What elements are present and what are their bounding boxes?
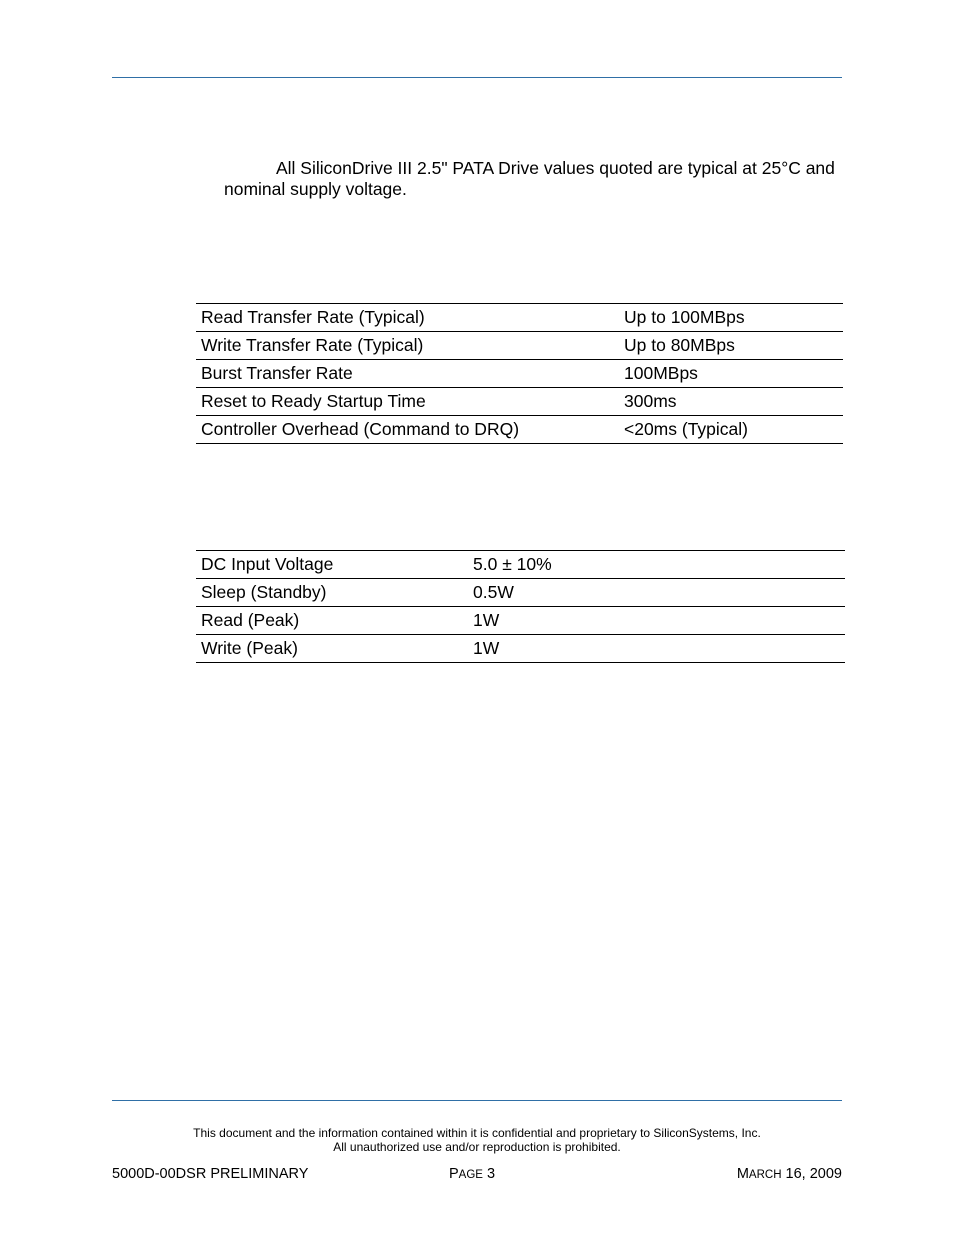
notice-line: All unauthorized use and/or reproduction is prohibited. — [333, 1139, 621, 1154]
notice-line: This document and the information contained within it is confidential and proprietary to SiliconSystems, Inc. — [193, 1126, 761, 1140]
power-table — [196, 550, 845, 663]
table-row — [196, 551, 845, 579]
table-row — [196, 416, 843, 444]
power-label: Write (Peak) — [196, 635, 468, 663]
header-rule — [112, 77, 842, 78]
table-row — [196, 388, 843, 416]
table-row — [196, 579, 845, 607]
table-row — [196, 332, 843, 360]
performance-label: Read Transfer Rate (Typical) — [196, 304, 619, 332]
table-row — [196, 360, 843, 388]
confidentiality-notice — [112, 1127, 842, 1154]
page-rest: AGE — [458, 1169, 483, 1181]
power-value: 1W — [468, 607, 845, 635]
power-value: 1W — [468, 635, 845, 663]
performance-value: 300ms — [619, 388, 843, 416]
performance-value: <20ms (Typical) — [619, 416, 843, 444]
document-id: 5000D-00DSR PRELIMINARY — [112, 1166, 309, 1182]
performance-label: Write Transfer Rate (Typical) — [196, 332, 619, 360]
performance-label: Controller Overhead (Command to DRQ) — [196, 416, 619, 444]
performance-table — [196, 303, 843, 444]
page-number — [449, 1166, 495, 1182]
power-label: DC Input Voltage — [196, 551, 468, 579]
page-prefix: P — [449, 1166, 459, 1182]
power-value: 0.5W — [468, 579, 845, 607]
page-value: 3 — [487, 1166, 496, 1182]
date-value: 16, 2009 — [785, 1166, 842, 1182]
date-prefix: M — [736, 1166, 749, 1182]
performance-value: 100MBps — [619, 360, 843, 388]
power-label: Sleep (Standby) — [196, 579, 468, 607]
performance-value: Up to 80MBps — [619, 332, 843, 360]
date-rest: ARCH — [748, 1169, 782, 1181]
footer-rule — [112, 1100, 842, 1101]
document-date — [737, 1166, 842, 1182]
table-row — [196, 607, 845, 635]
performance-value: Up to 100MBps — [619, 304, 843, 332]
performance-label: Burst Transfer Rate — [196, 360, 619, 388]
performance-label: Reset to Ready Startup Time — [196, 388, 619, 416]
power-value: 5.0 ± 10% — [468, 551, 845, 579]
table-row — [196, 635, 845, 663]
intro-paragraph: All SiliconDrive III 2.5" PATA Drive values quoted are typical at 25°C and nominal supply voltage. — [224, 158, 835, 199]
power-label: Read (Peak) — [196, 607, 468, 635]
table-row — [196, 304, 843, 332]
